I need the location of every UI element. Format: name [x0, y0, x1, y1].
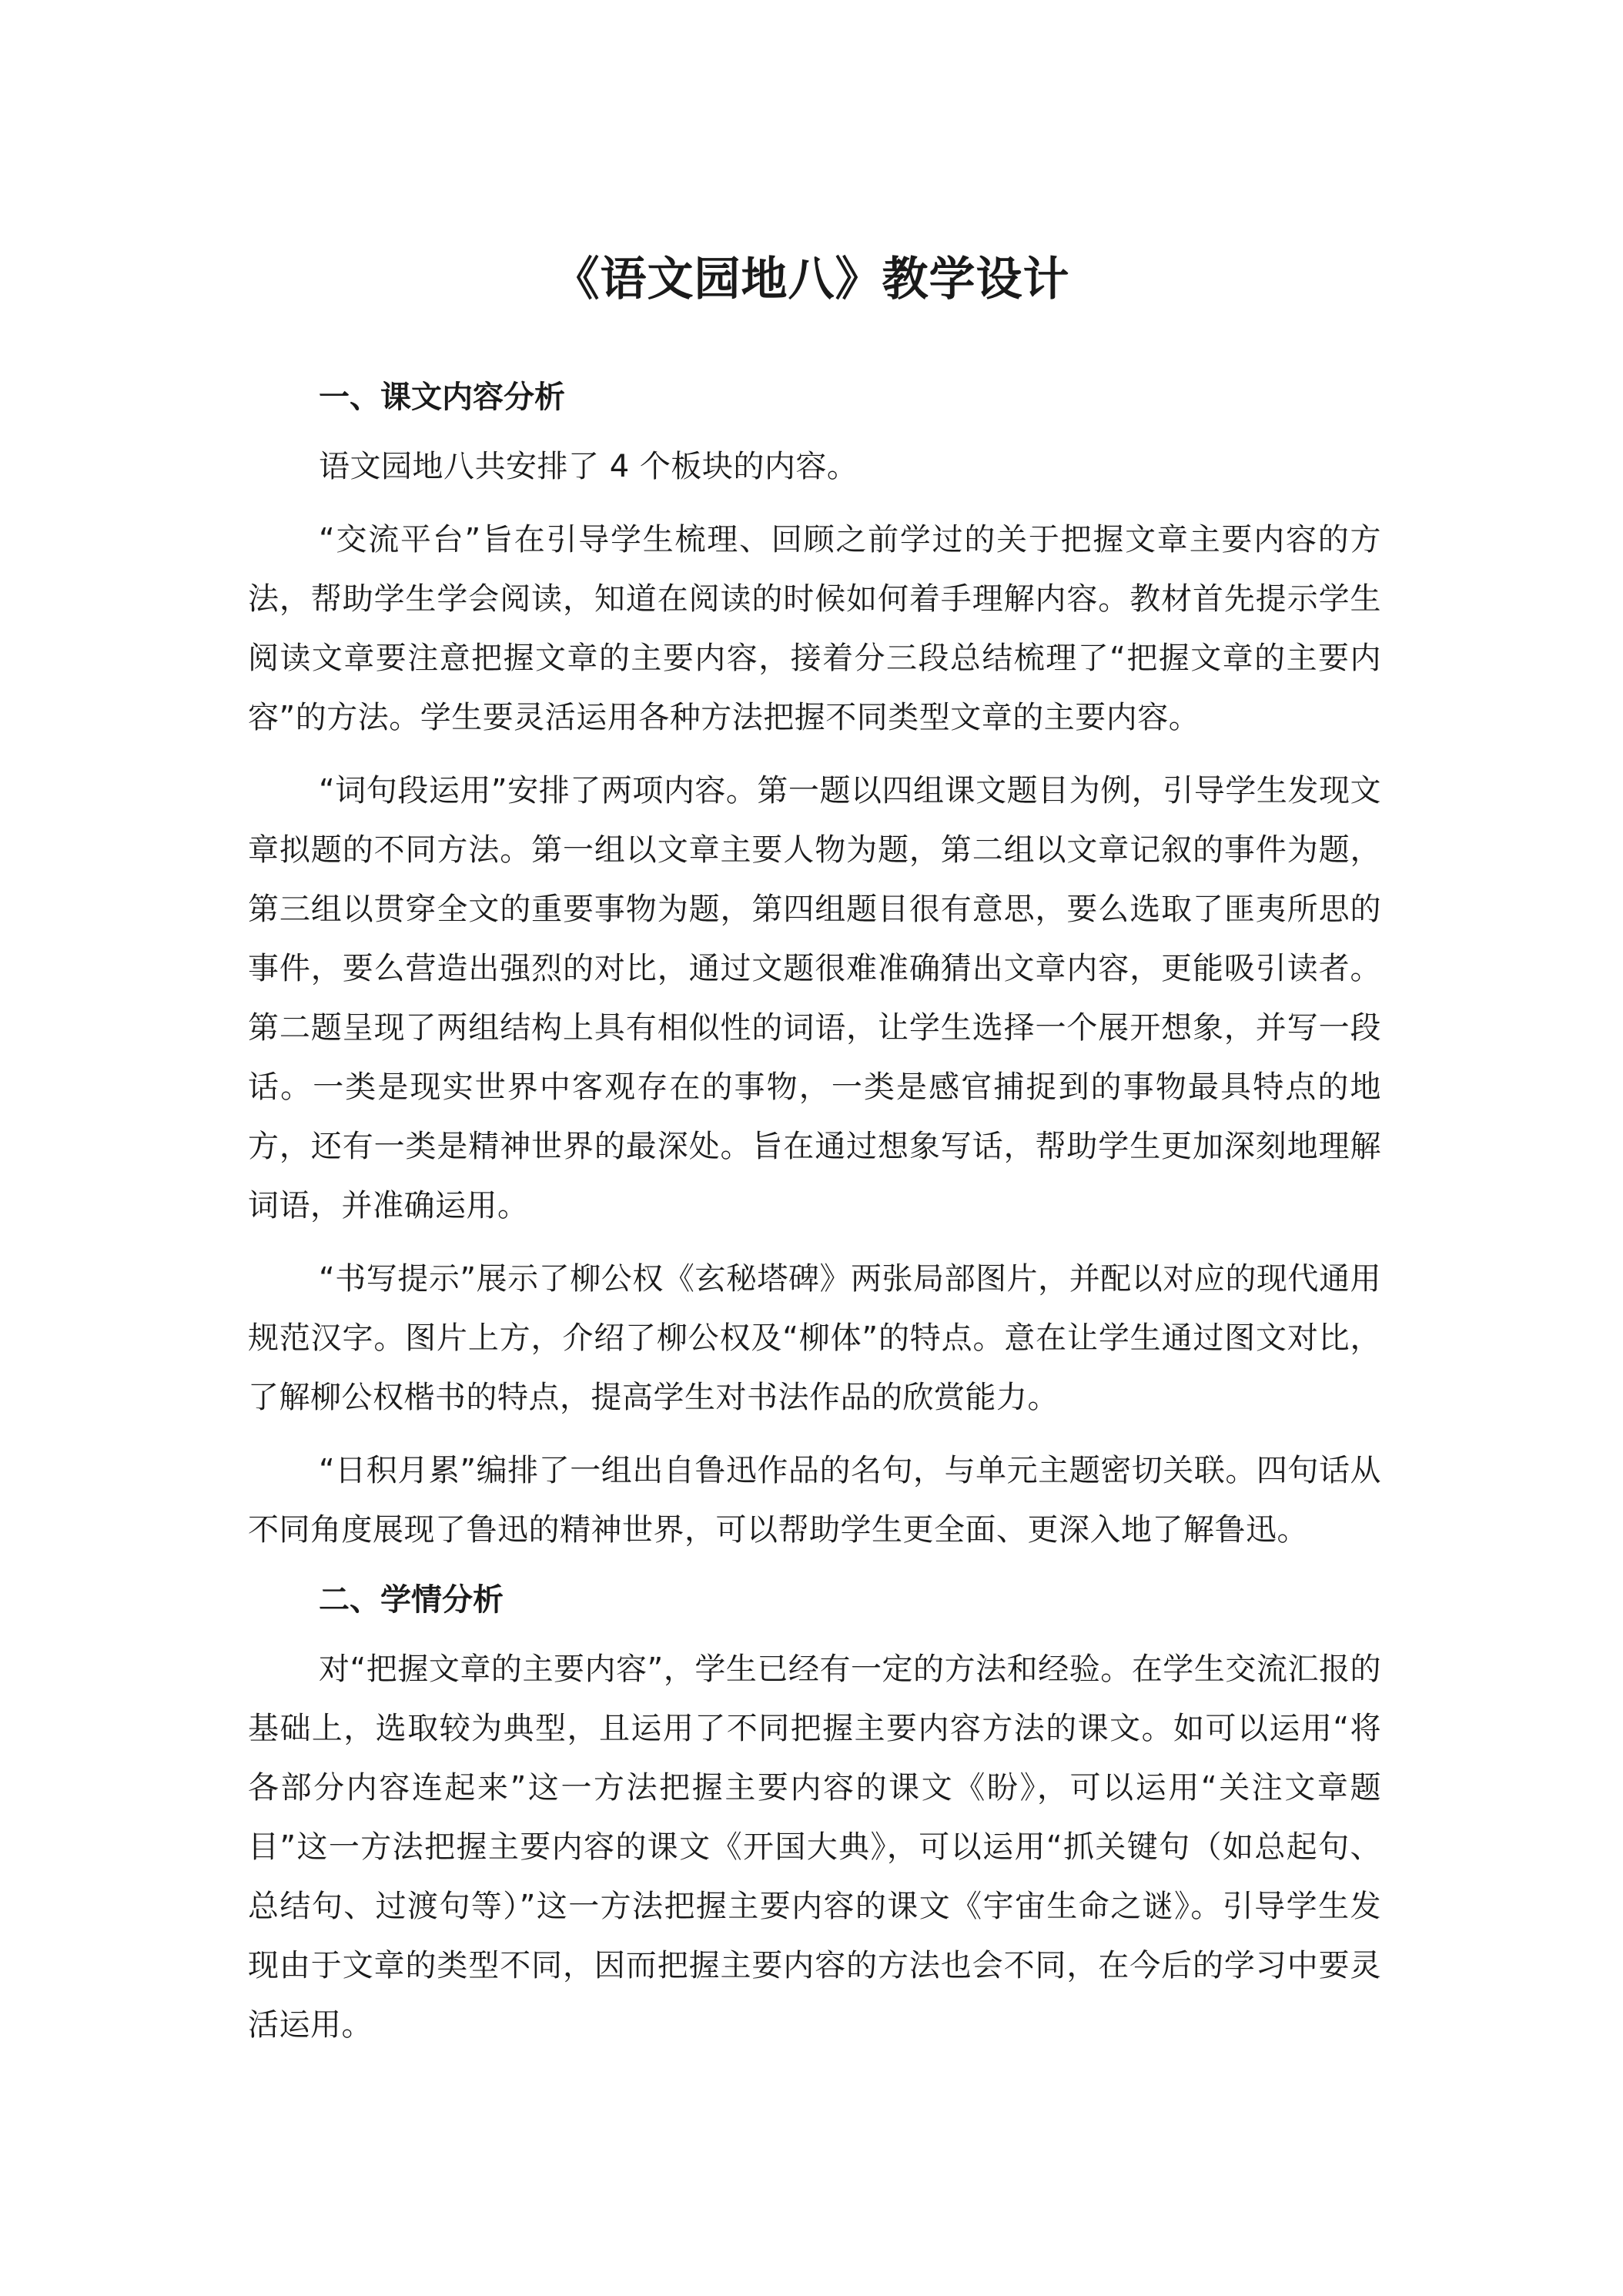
paragraph-exchange-platform: “交流平台”旨在引导学生梳理、回顾之前学过的关于把握文章主要内容的方法，帮助学生学会阅读，知道在阅读的时候如何着手理解内容。教材首先提示学生阅读文章要注意把握文章的主要内容，接着分三段总结梳理了“把握文章的主要内容”的方法。学生要灵活运用各种方法把握不同类型文章的主要内容。 — [248, 522, 1381, 735]
paragraph-overview: 语文园地八共安排了 4 个板块的内容。 — [319, 449, 858, 484]
paragraph-word-sentence-usage: “词句段运用”安排了两项内容。第一题以四组课文题目为例，引导学生发现文章拟题的不同方法。第一组以文章主要人物为题，第二组以文章记叙的事件为题，第三组以贯穿全文的重要事物为题，第四组题目很有意思，要么选取了匪夷所思的事件，要么营造出强烈的对比，通过文题很难准确猜出文章内容，更能吸引读者。第二题呈现了两组结构上具有相似性的词语，让学生选择一个展开想象，并写一段话。一类是现实世界中客观存在的事物，一类是感官捕捉到的事物最具特点的地方，还有一类是精神世界的最深处。旨在通过想象写话，帮助学生更加深刻地理解词语，并准确运用。 — [248, 773, 1381, 1223]
paragraph-writing-tips: “书写提示”展示了柳公权《玄秘塔碑》两张局部图片，并配以对应的现代通用规范汉字。图片上方，介绍了柳公权及“柳体”的特点。意在让学生通过图文对比，了解柳公权楷书的特点，提高学生对书法作品的欣赏能力。 — [248, 1261, 1381, 1415]
paragraph-daily-accumulation: “日积月累”编排了一组出自鲁迅作品的名句，与单元主题密切关联。四句话从不同角度展现了鲁迅的精神世界，可以帮助学生更全面、更深入地了解鲁迅。 — [248, 1453, 1381, 1548]
section-heading-learning-analysis: 二、学情分析 — [319, 1582, 504, 1618]
section-heading-content-analysis: 一、课文内容分析 — [319, 380, 565, 415]
paragraph-learning-analysis: 对“把握文章的主要内容”，学生已经有一定的方法和经验。在学生交流汇报的基础上，选取较为典型，且运用了不同把握主要内容方法的课文。如可以运用“将各部分内容连起来”这一方法把握主要内容的课文《盼》，可以运用“关注文章题目”这一方法把握主要内容的课文《开国大典》，可以运用“抓关键句（如总起句、总结句、过渡句等）”这一方法把握主要内容的课文《宇宙生命之谜》。引导学生发现由于文章的类型不同，因而把握主要内容的方法也会不同，在今后的学习中要灵活运用。 — [248, 1652, 1381, 2043]
document-title: 《语文园地八》教学设计 — [553, 253, 1070, 306]
document-body — [248, 368, 1381, 2055]
